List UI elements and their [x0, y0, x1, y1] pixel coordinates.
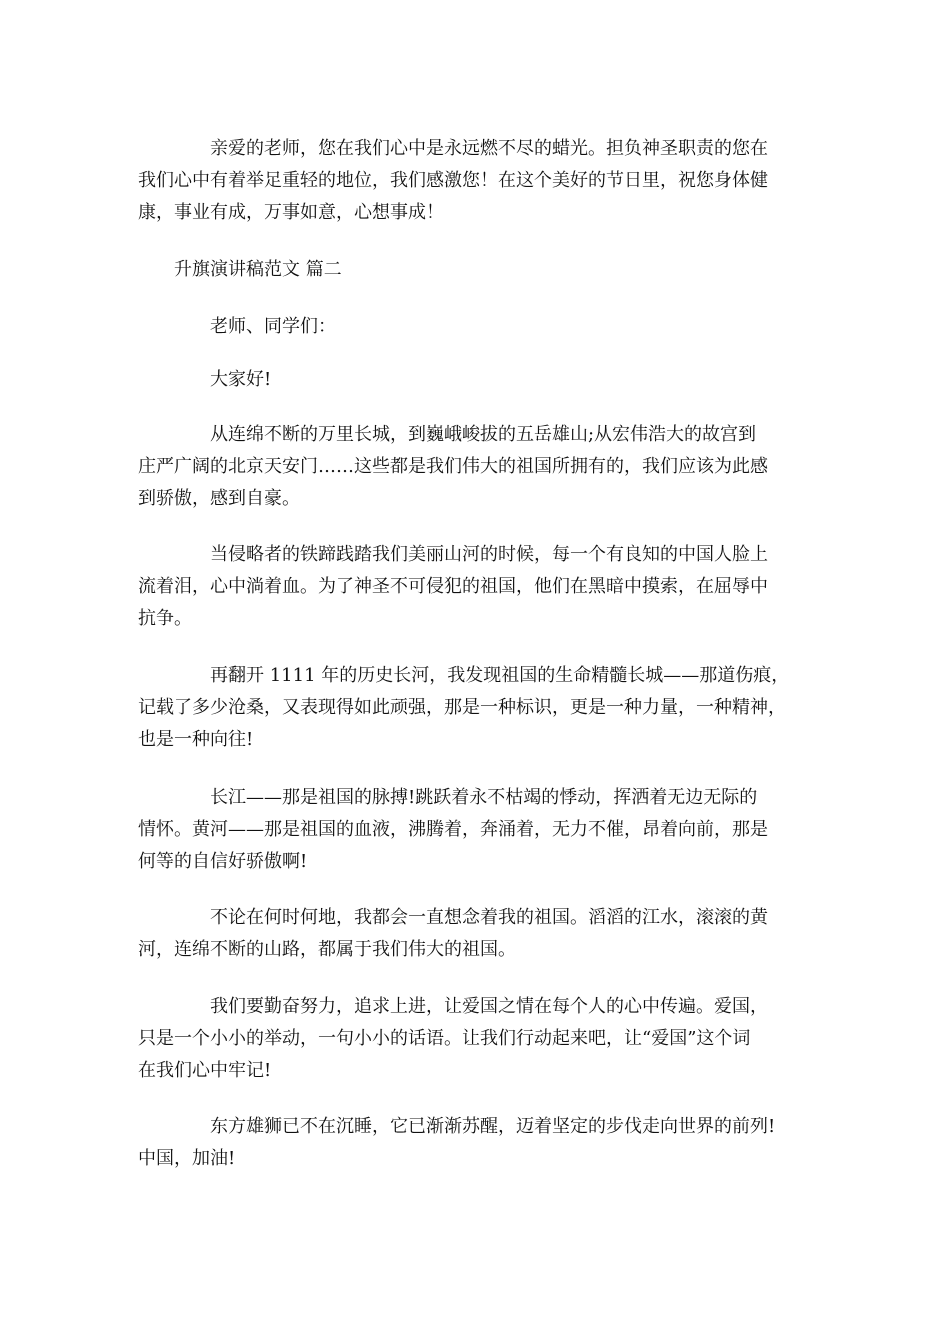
paragraph-8	[138, 1113, 818, 1173]
paragraph-line: 何等的自信好骄傲啊!	[138, 851, 308, 872]
salutation-text: 老师、同学们：	[210, 316, 336, 337]
paragraph-7	[138, 993, 818, 1085]
paragraph-4	[138, 662, 818, 754]
salutation	[138, 313, 818, 341]
paragraph-line: 庄严广阔的北京天安门……这些都是我们伟大的祖国所拥有的，我们应该为此感	[138, 456, 768, 477]
section-heading	[138, 256, 818, 284]
paragraph-line: 康，事业有成，万事如意，心想事成！	[138, 202, 444, 223]
paragraph-1	[138, 135, 818, 227]
paragraph-line: 从连绵不断的万里长城，到巍峨峻拔的五岳雄山;从宏伟浩大的故宫到	[210, 424, 757, 445]
paragraph-line: 我们心中有着举足重轻的地位，我们感激您！在这个美好的节日里，祝您身体健	[138, 170, 768, 191]
paragraph-line: 长江——那是祖国的脉搏!跳跃着永不枯竭的悸动，挥洒着无边无际的	[210, 787, 758, 808]
paragraph-line: 再翻开 1111 年的历史长河，我发现祖国的生命精髓长城——那道伤痕，	[210, 665, 790, 686]
paragraph-line: 当侵略者的铁蹄践踏我们美丽山河的时候，每一个有良知的中国人脸上	[210, 544, 768, 565]
paragraph-3	[138, 541, 818, 633]
paragraph-line: 情怀。黄河——那是祖国的血液，沸腾着，奔涌着，无力不催，昂着向前，那是	[138, 819, 768, 840]
paragraph-2	[138, 421, 818, 513]
paragraph-line: 也是一种向往!	[138, 729, 254, 750]
paragraph-line: 在我们心中牢记!	[138, 1060, 272, 1081]
paragraph-line: 只是一个小小的举动，一句小小的话语。让我们行动起来吧，让“爱国”这个词	[138, 1028, 751, 1049]
heading-text: 升旗演讲稿范文 篇二	[174, 259, 342, 280]
paragraph-6	[138, 904, 818, 964]
paragraph-line: 记载了多少沧桑，又表现得如此顽强，那是一种标识，更是一种力量，一种精神，	[138, 697, 786, 718]
paragraph-line: 到骄傲，感到自豪。	[138, 488, 300, 509]
paragraph-line: 亲爱的老师，您在我们心中是永远燃不尽的蜡光。担负神圣职责的您在	[210, 138, 768, 159]
paragraph-line: 东方雄狮已不在沉睡，它已渐渐苏醒，迈着坚定的步伐走向世界的前列!	[210, 1116, 776, 1137]
paragraph-line: 流着泪，心中淌着血。为了神圣不可侵犯的祖国，他们在黑暗中摸索，在屈辱中	[138, 576, 768, 597]
greeting	[138, 366, 818, 394]
paragraph-line: 不论在何时何地，我都会一直想念着我的祖国。滔滔的江水，滚滚的黄	[210, 907, 768, 928]
greeting-text: 大家好!	[210, 369, 272, 390]
paragraph-line: 我们要勤奋努力，追求上进，让爱国之情在每个人的心中传遍。爱国，	[210, 996, 768, 1017]
paragraph-line: 河，连绵不断的山路，都属于我们伟大的祖国。	[138, 939, 516, 960]
paragraph-5	[138, 784, 818, 876]
paragraph-line: 抗争。	[138, 608, 192, 629]
paragraph-line: 中国，加油!	[138, 1148, 236, 1169]
